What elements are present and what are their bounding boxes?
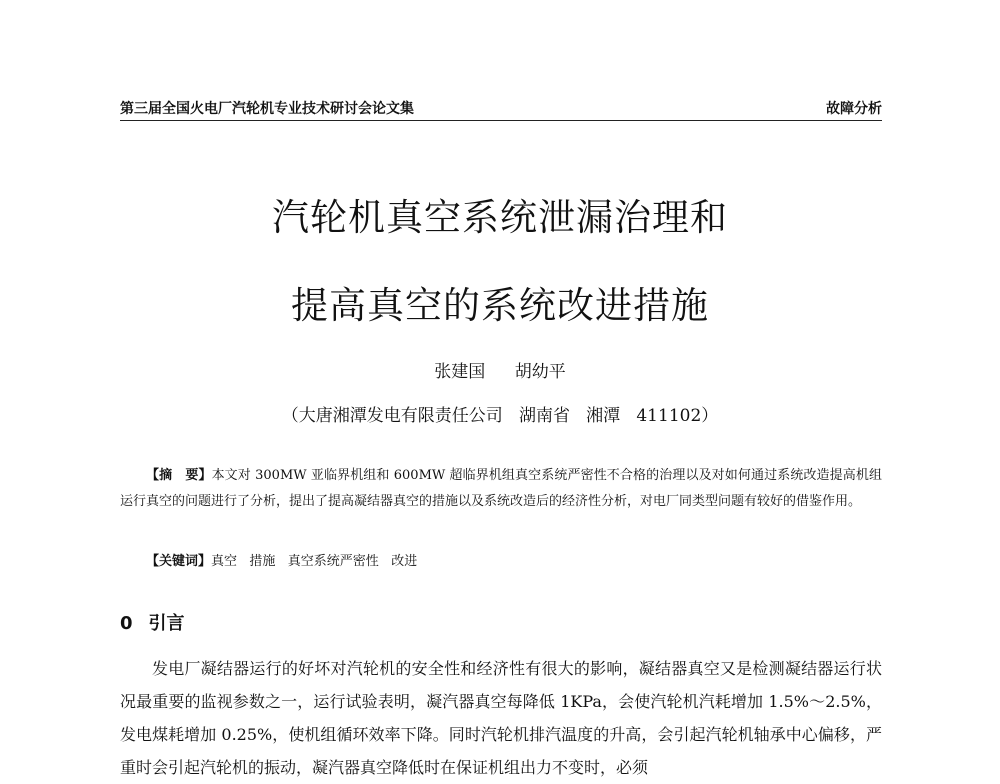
section-heading bbox=[120, 609, 185, 635]
paper-title-line-1: 汽轮机真空系统泄漏治理和 bbox=[272, 196, 728, 239]
section-number: 0 bbox=[120, 613, 133, 634]
header-section-name: 故障分析 bbox=[826, 101, 882, 117]
author-name: 张建国 bbox=[434, 362, 486, 382]
running-header bbox=[120, 98, 882, 121]
keywords-text: 真空 措施 真空系统严密性 改进 bbox=[211, 554, 418, 569]
paper-title-line-2: 提高真空的系统改进措施 bbox=[291, 284, 709, 327]
abstract bbox=[120, 463, 882, 515]
keywords-label: 【关键词】 bbox=[146, 554, 212, 569]
body-paragraph: 发电厂凝结器运行的好坏对汽轮机的安全性和经济性有很大的影响，凝结器真空又是检测凝结器运行状况最重要的监视参数之一，运行试验表明，凝汽器真空每降低 1KPa，会使汽轮机汽耗增加 1.5%～2.5%，发电煤耗增加 0.25%，使机组循环效率下降。同时汽轮机排汽温度的升高，会引起汽轮机轴承中心偏移，严重时会引起汽轮机的振动，凝汽器真空降低时在保证机组出力不变时，必须 bbox=[120, 659, 882, 777]
author-name: 胡幼平 bbox=[514, 362, 566, 382]
author-list bbox=[0, 357, 1000, 382]
abstract-label: 【摘 要】 bbox=[146, 468, 212, 483]
header-proceedings-title: 第三届全国火电厂汽轮机专业技术研讨会论文集 bbox=[120, 101, 414, 117]
keywords bbox=[146, 549, 417, 575]
abstract-text: 本文对 300MW 亚临界机组和 600MW 超临界机组真空系统严密性不合格的治理以及对如何通过系统改造提高机组运行真空的问题进行了分析，提出了提高凝结器真空的措施以及系统改造后的经济性分析，对电厂同类型问题有较好的借鉴作用。 bbox=[120, 468, 882, 509]
section-title: 引言 bbox=[148, 613, 185, 634]
author-affiliation: （大唐湘潭发电有限责任公司 湖南省 湘潭 411102） bbox=[281, 406, 719, 426]
